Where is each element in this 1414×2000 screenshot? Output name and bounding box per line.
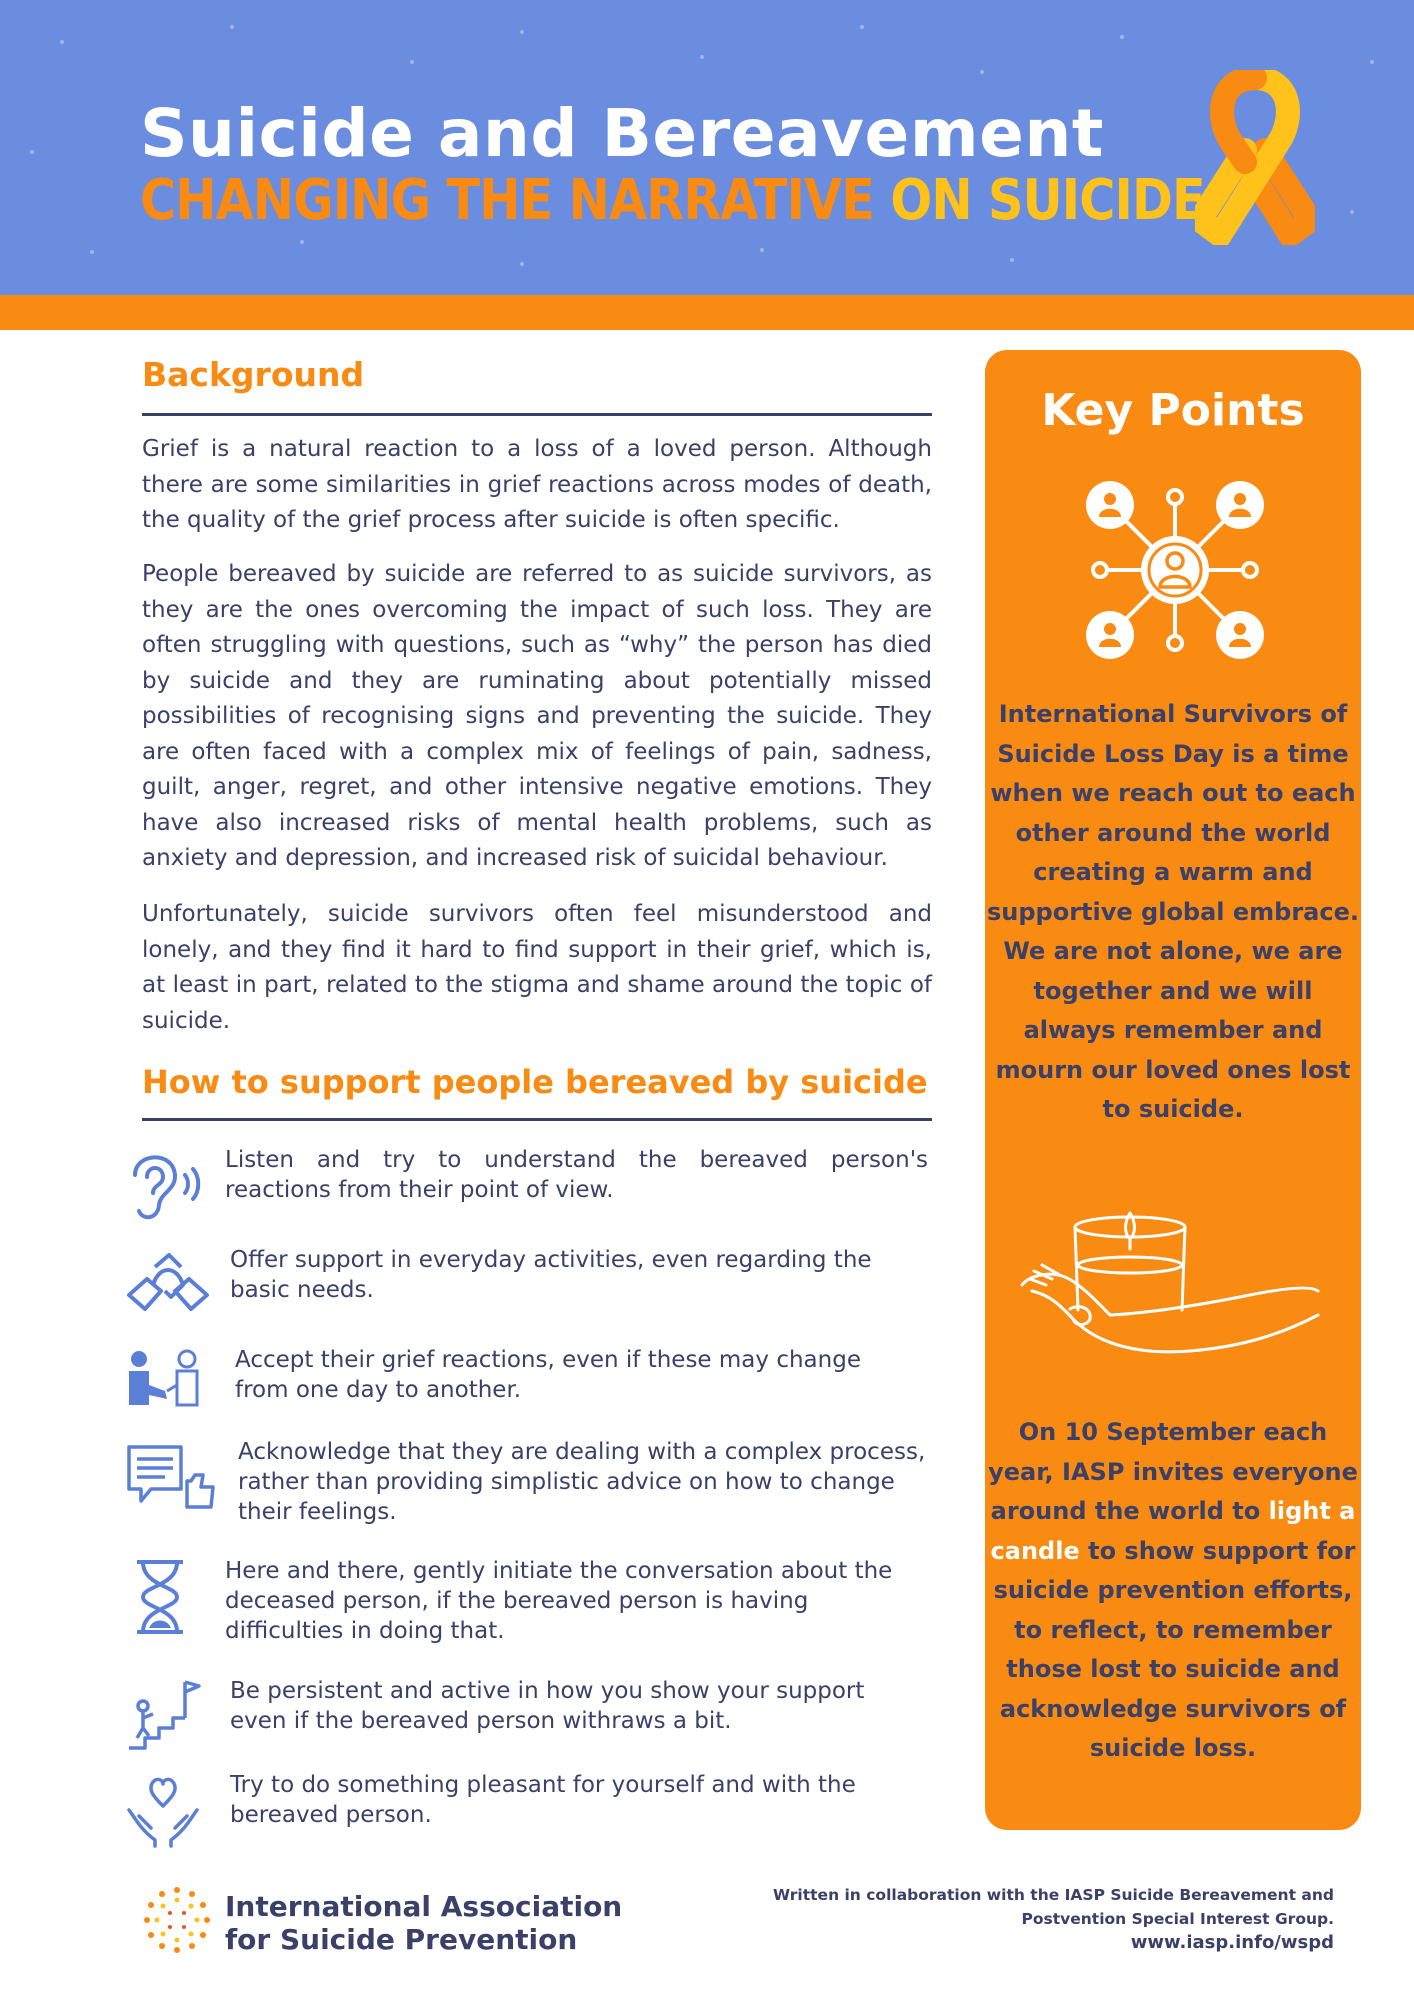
key-points-text-2-before: On 10 September each year, IASP invites everyone around the world to [988, 1418, 1358, 1525]
handshake-icon [125, 1245, 215, 1325]
support-tip-pleasant [125, 1770, 935, 1850]
background-paragraph-2: People bereaved by suicide are referred to as suicide survivors, as they are the ones overcoming the impact of such loss. They are often struggling with questions, such as “why” the person has died by suicide and they are ruminating about potentially missed possibilities of recognising signs and preventing the suicide. They are often faced with a complex mix of feelings of pain, sadness, guilt, anger, regret, and other intensive negative emotions. They have also increased risks of mental health problems, such as anxiety and depression, and increased risk of suicidal behaviour. [142, 561, 932, 871]
support-tip-everyday [125, 1245, 935, 1325]
organization-name [225, 1890, 622, 1956]
page-title: Suicide and Bereavement [140, 95, 1104, 172]
credit-line-2: Postvention Special Interest Group. [1021, 1910, 1334, 1928]
stairs-flag-icon [125, 1676, 215, 1756]
tip-text: Acknowledge that they are dealing with a complex process, rather than providing simplistic advice on how to change their feelings. [238, 1439, 926, 1525]
people-network-icon [1080, 475, 1270, 665]
key-points-text-2 [985, 1413, 1361, 1769]
support-tip-conversation [125, 1556, 935, 1646]
key-points-title: Key Points [1041, 385, 1305, 436]
key-points-text-2-highlight: light a candle [990, 1497, 1356, 1565]
hourglass-icon [125, 1556, 215, 1636]
website-url[interactable]: www.iasp.info/wspd [1130, 1932, 1334, 1953]
tip-text: Offer support in everyday activities, even regarding the basic needs. [230, 1247, 872, 1303]
tip-text: Accept their grief reactions, even if these may change from one day to another. [235, 1347, 861, 1403]
people-support-icon [125, 1345, 215, 1425]
subtitle-part-2: ON SUICIDE [890, 168, 1205, 233]
collaboration-credit [773, 1883, 1334, 1931]
credit-line-1: Written in collaboration with the IASP Suicide Bereavement and [772, 1886, 1334, 1904]
background-paragraph-3: Unfortunately, suicide survivors often feel misunderstood and lonely, and they find it hard to find support in their grief, which is, at least in part, related to the stigma and shame around the topic of suicide. [142, 901, 932, 1034]
organization-name-line-1: International Association [225, 1890, 623, 1923]
support-heading: How to support people bereaved by suicide [142, 1063, 928, 1101]
chat-thumbs-up-icon [125, 1437, 215, 1517]
tip-text: Be persistent and active in how you show your support even if the bereaved person withraws a bit. [230, 1678, 865, 1734]
support-tip-listen [125, 1145, 935, 1225]
hands-heart-icon [125, 1770, 215, 1850]
tip-text: Try to do something pleasant for yourself and with the bereaved person. [230, 1772, 856, 1828]
awareness-ribbon-icon [1195, 70, 1315, 245]
header-accent-bar [0, 295, 1414, 330]
support-divider [142, 1118, 932, 1121]
key-points-text-1: International Survivors of Suicide Loss Day is a time when we reach out to each other around the world creating a warm and supportive global embrace. We are not alone, we are together and we will always remember and mourn our loved ones lost to suicide. [987, 700, 1359, 1123]
support-tip-persistent [125, 1676, 935, 1756]
background-divider [142, 413, 932, 416]
subtitle-part-1: CHANGING THE NARRATIVE [140, 168, 875, 233]
ear-icon [125, 1145, 215, 1225]
background-paragraph-1: Grief is a natural reaction to a loss of a loved person. Although there are some similarities in grief reactions across modes of death, the quality of the grief process after suicide is often specific. [142, 436, 932, 533]
tip-text: Here and there, gently initiate the conversation about the deceased person, if the bereaved person is having difficulties in doing that. [225, 1558, 893, 1644]
support-tip-acknowledge [125, 1437, 935, 1527]
key-points-text-2-after: to show support for suicide prevention efforts, to reflect, to remember those lost to suicide and acknowledge survivors of suicide loss. [993, 1536, 1356, 1762]
support-tip-accept [125, 1345, 935, 1425]
page-subtitle [140, 168, 1205, 233]
tip-text: Listen and try to understand the bereaved person's reactions from their point of view. [225, 1147, 928, 1203]
background-heading: Background [142, 355, 365, 394]
organization-name-line-2: for Suicide Prevention [225, 1923, 578, 1956]
iasp-logo-icon [142, 1885, 212, 1955]
hand-candle-icon [1020, 1205, 1320, 1380]
